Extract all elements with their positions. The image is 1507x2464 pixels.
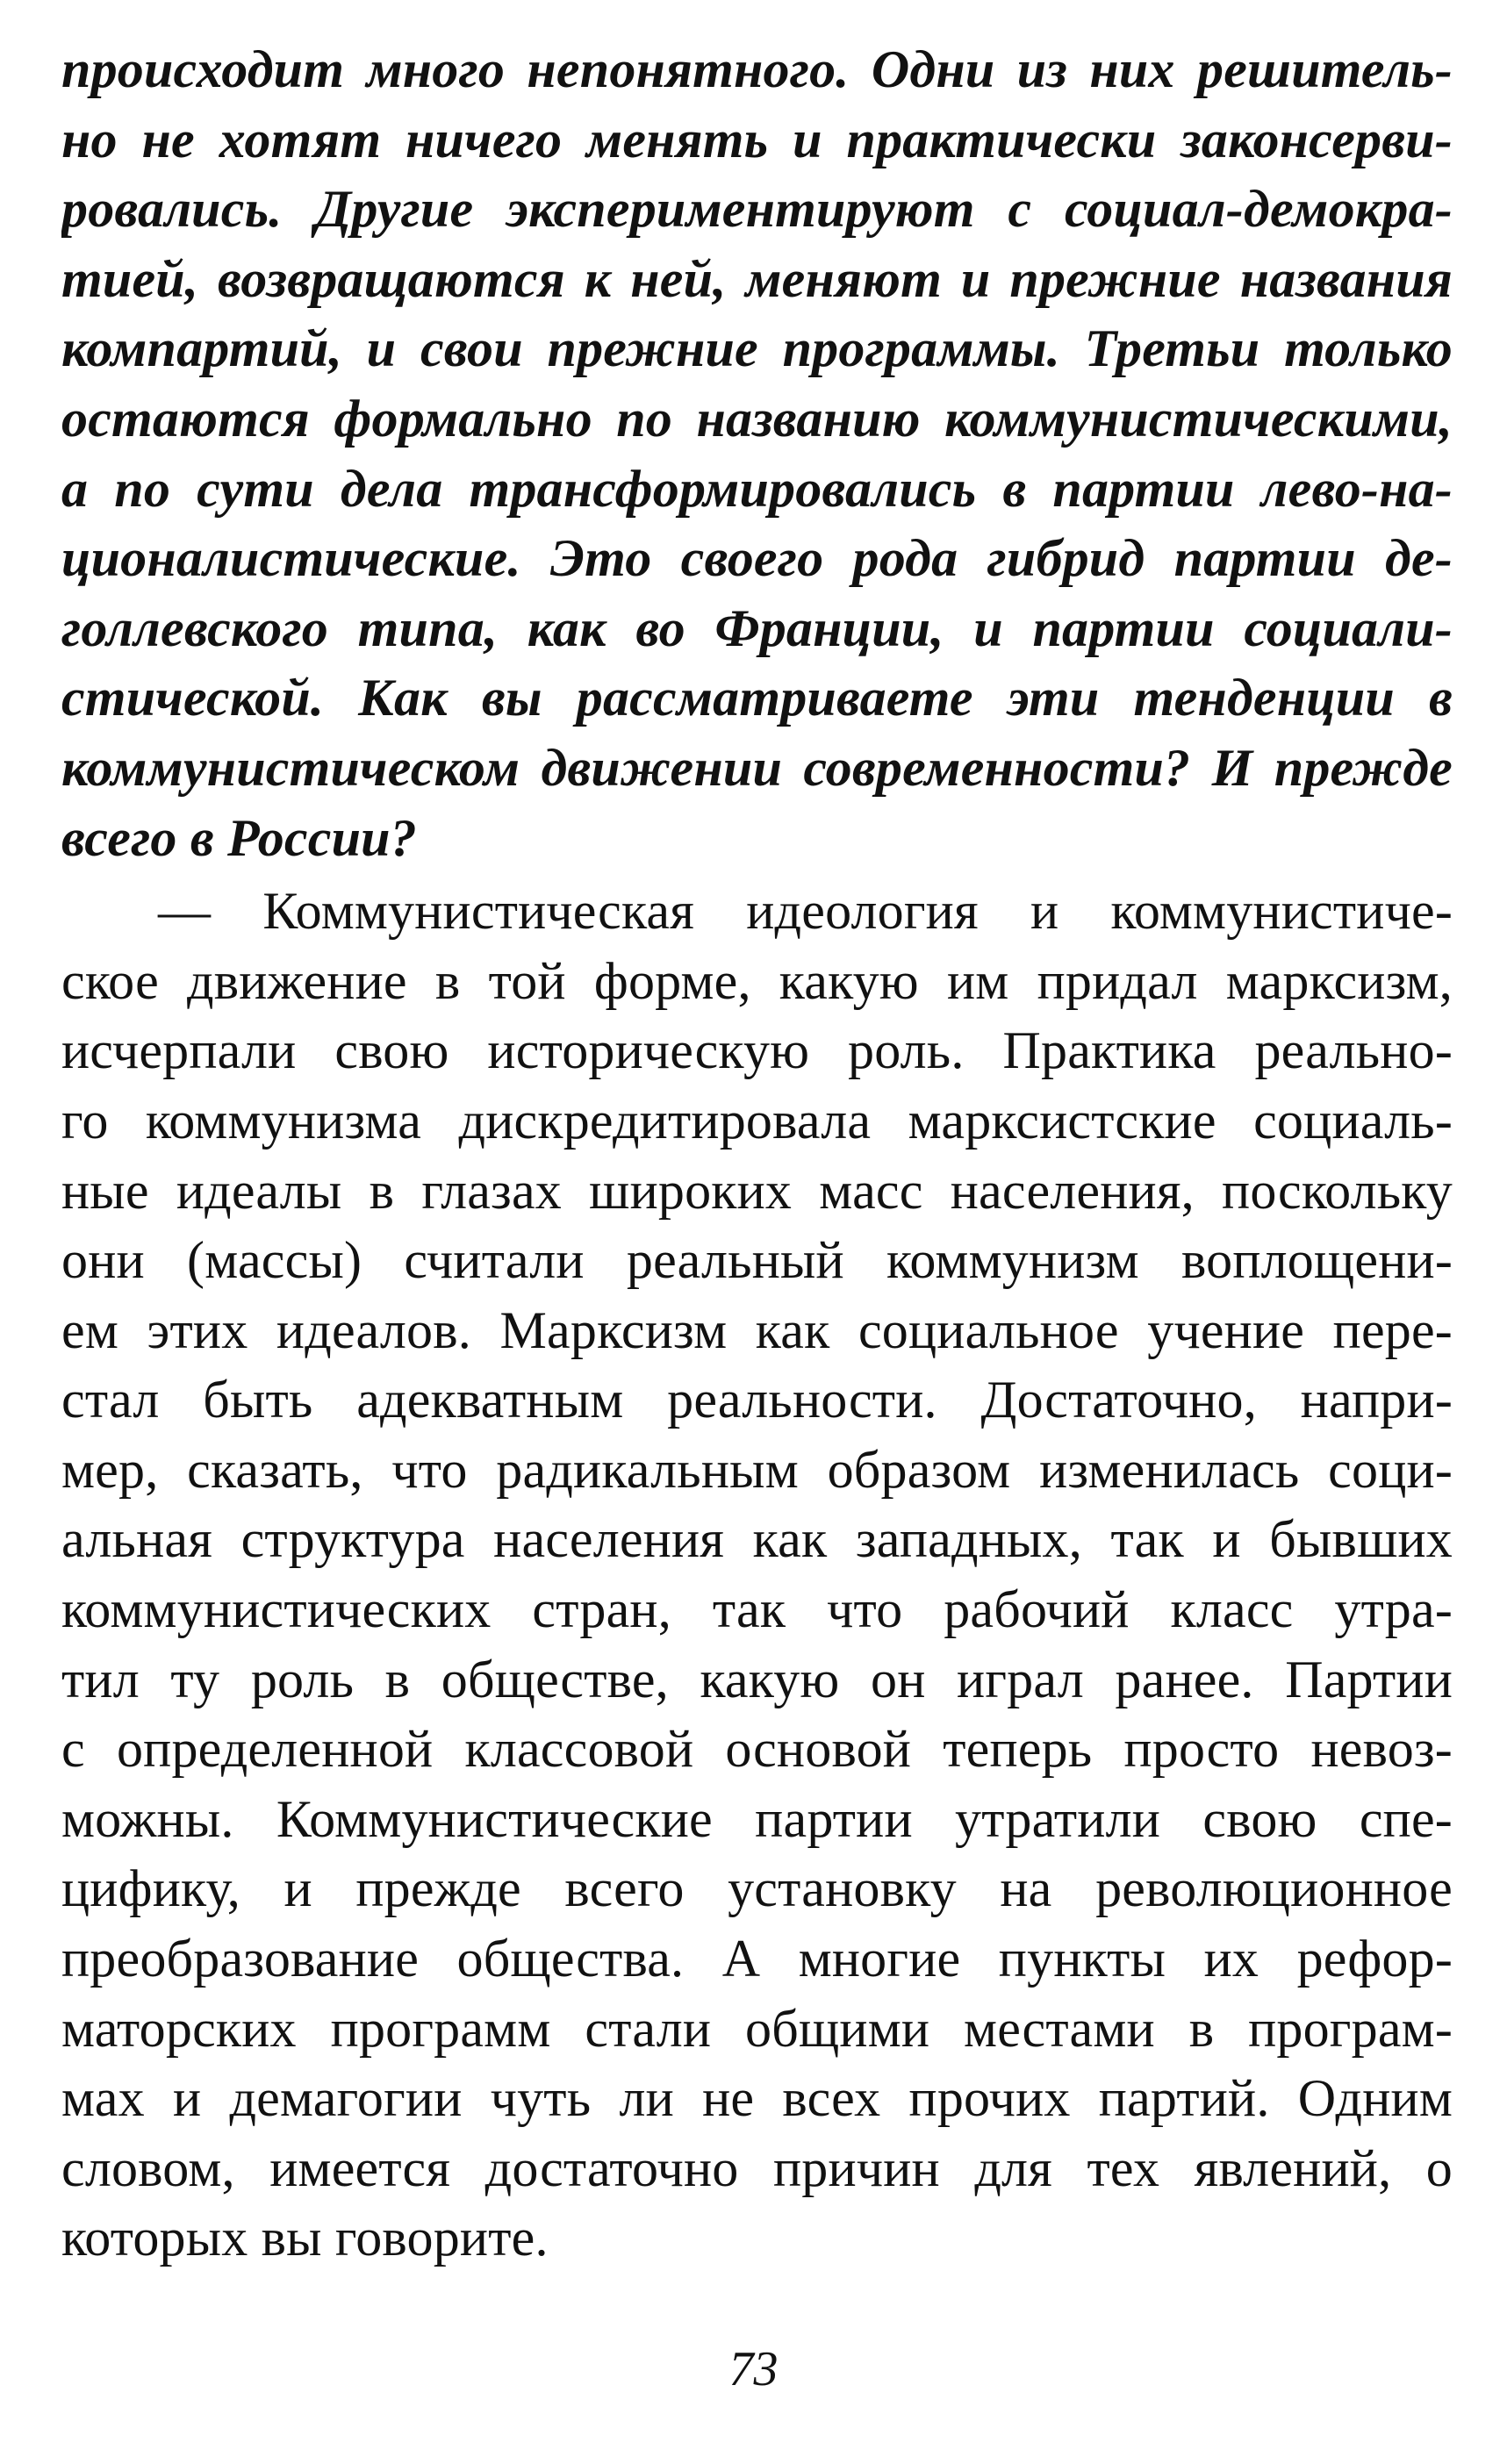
page-number: 73 xyxy=(728,2342,779,2396)
answer-line: мер, сказать, что радикальным образом изменилась соци- xyxy=(61,1440,1453,1499)
question-line: всего в России? xyxy=(61,808,417,867)
answer-line: которых вы говорите. xyxy=(61,2209,549,2267)
answer-line: мах и демагогии чуть ли не всех прочих партий. Одним xyxy=(61,2069,1453,2128)
answer-line: словом, имеется достаточно причин для тех явлений, о xyxy=(61,2138,1453,2197)
question-paragraph xyxy=(61,35,1453,873)
answer-line: они (массы) считали реальный коммунизм воплощени- xyxy=(61,1231,1453,1290)
answer-paragraph xyxy=(61,877,1453,2274)
answer-line: ные идеалы в глазах широких масс населения, поскольку xyxy=(61,1161,1453,1220)
question-line: тией, возвращаются к ней, меняют и прежние названия xyxy=(61,249,1453,308)
answer-line: — Коммунистическая идеология и коммунистиче- xyxy=(158,882,1453,941)
question-line: ровались. Другие экспериментируют с социал-демокра- xyxy=(61,180,1453,239)
answer-line: исчерпали свою историческую роль. Практика реально- xyxy=(61,1021,1453,1080)
answer-line: цифику, и прежде всего установку на революционное xyxy=(61,1859,1453,1918)
question-line: ционалистические. Это своего рода гибрид партии де- xyxy=(61,529,1453,588)
question-line: голлевского типа, как во Франции, и партии социали- xyxy=(61,598,1453,657)
answer-line: го коммунизма дискредитировала марксистские социаль- xyxy=(61,1091,1453,1150)
question-line: коммунистическом движении современности? И прежде xyxy=(61,738,1453,797)
question-line: стической. Как вы рассматриваете эти тенденции в xyxy=(61,669,1453,727)
answer-line: альная структура населения как западных, так и бывших xyxy=(61,1510,1453,1569)
answer-line: коммунистических стран, так что рабочий класс утра- xyxy=(61,1580,1453,1639)
answer-line: стал быть адекватным реальности. Достаточно, напри- xyxy=(61,1371,1453,1429)
answer-line: с определенной классовой основой теперь просто невоз- xyxy=(61,1720,1453,1779)
answer-line: маторских программ стали общими местами в програм- xyxy=(61,1999,1453,2058)
question-line: остаются формально по названию коммунистическими, xyxy=(61,389,1453,448)
book-page xyxy=(61,35,1453,2404)
question-line: компартий, и свои прежние программы. Третьи только xyxy=(61,319,1453,378)
question-line: а по сути дела трансформировались в партии лево-на- xyxy=(61,459,1453,518)
answer-line: тил ту роль в обществе, какую он играл ранее. Партии xyxy=(61,1650,1453,1708)
answer-line: ское движение в той форме, какую им придал марксизм, xyxy=(61,951,1453,1010)
answer-line: можны. Коммунистические партии утратили свою спе- xyxy=(61,1789,1453,1848)
question-line: но не хотят ничего менять и практически законсерви- xyxy=(61,110,1453,168)
answer-line: преобразование общества. А многие пункты их рефор- xyxy=(61,1930,1453,1988)
answer-line: ем этих идеалов. Марксизм как социальное учение пере- xyxy=(61,1300,1453,1359)
question-line: происходит много непонятного. Одни из них решитель- xyxy=(61,40,1453,98)
